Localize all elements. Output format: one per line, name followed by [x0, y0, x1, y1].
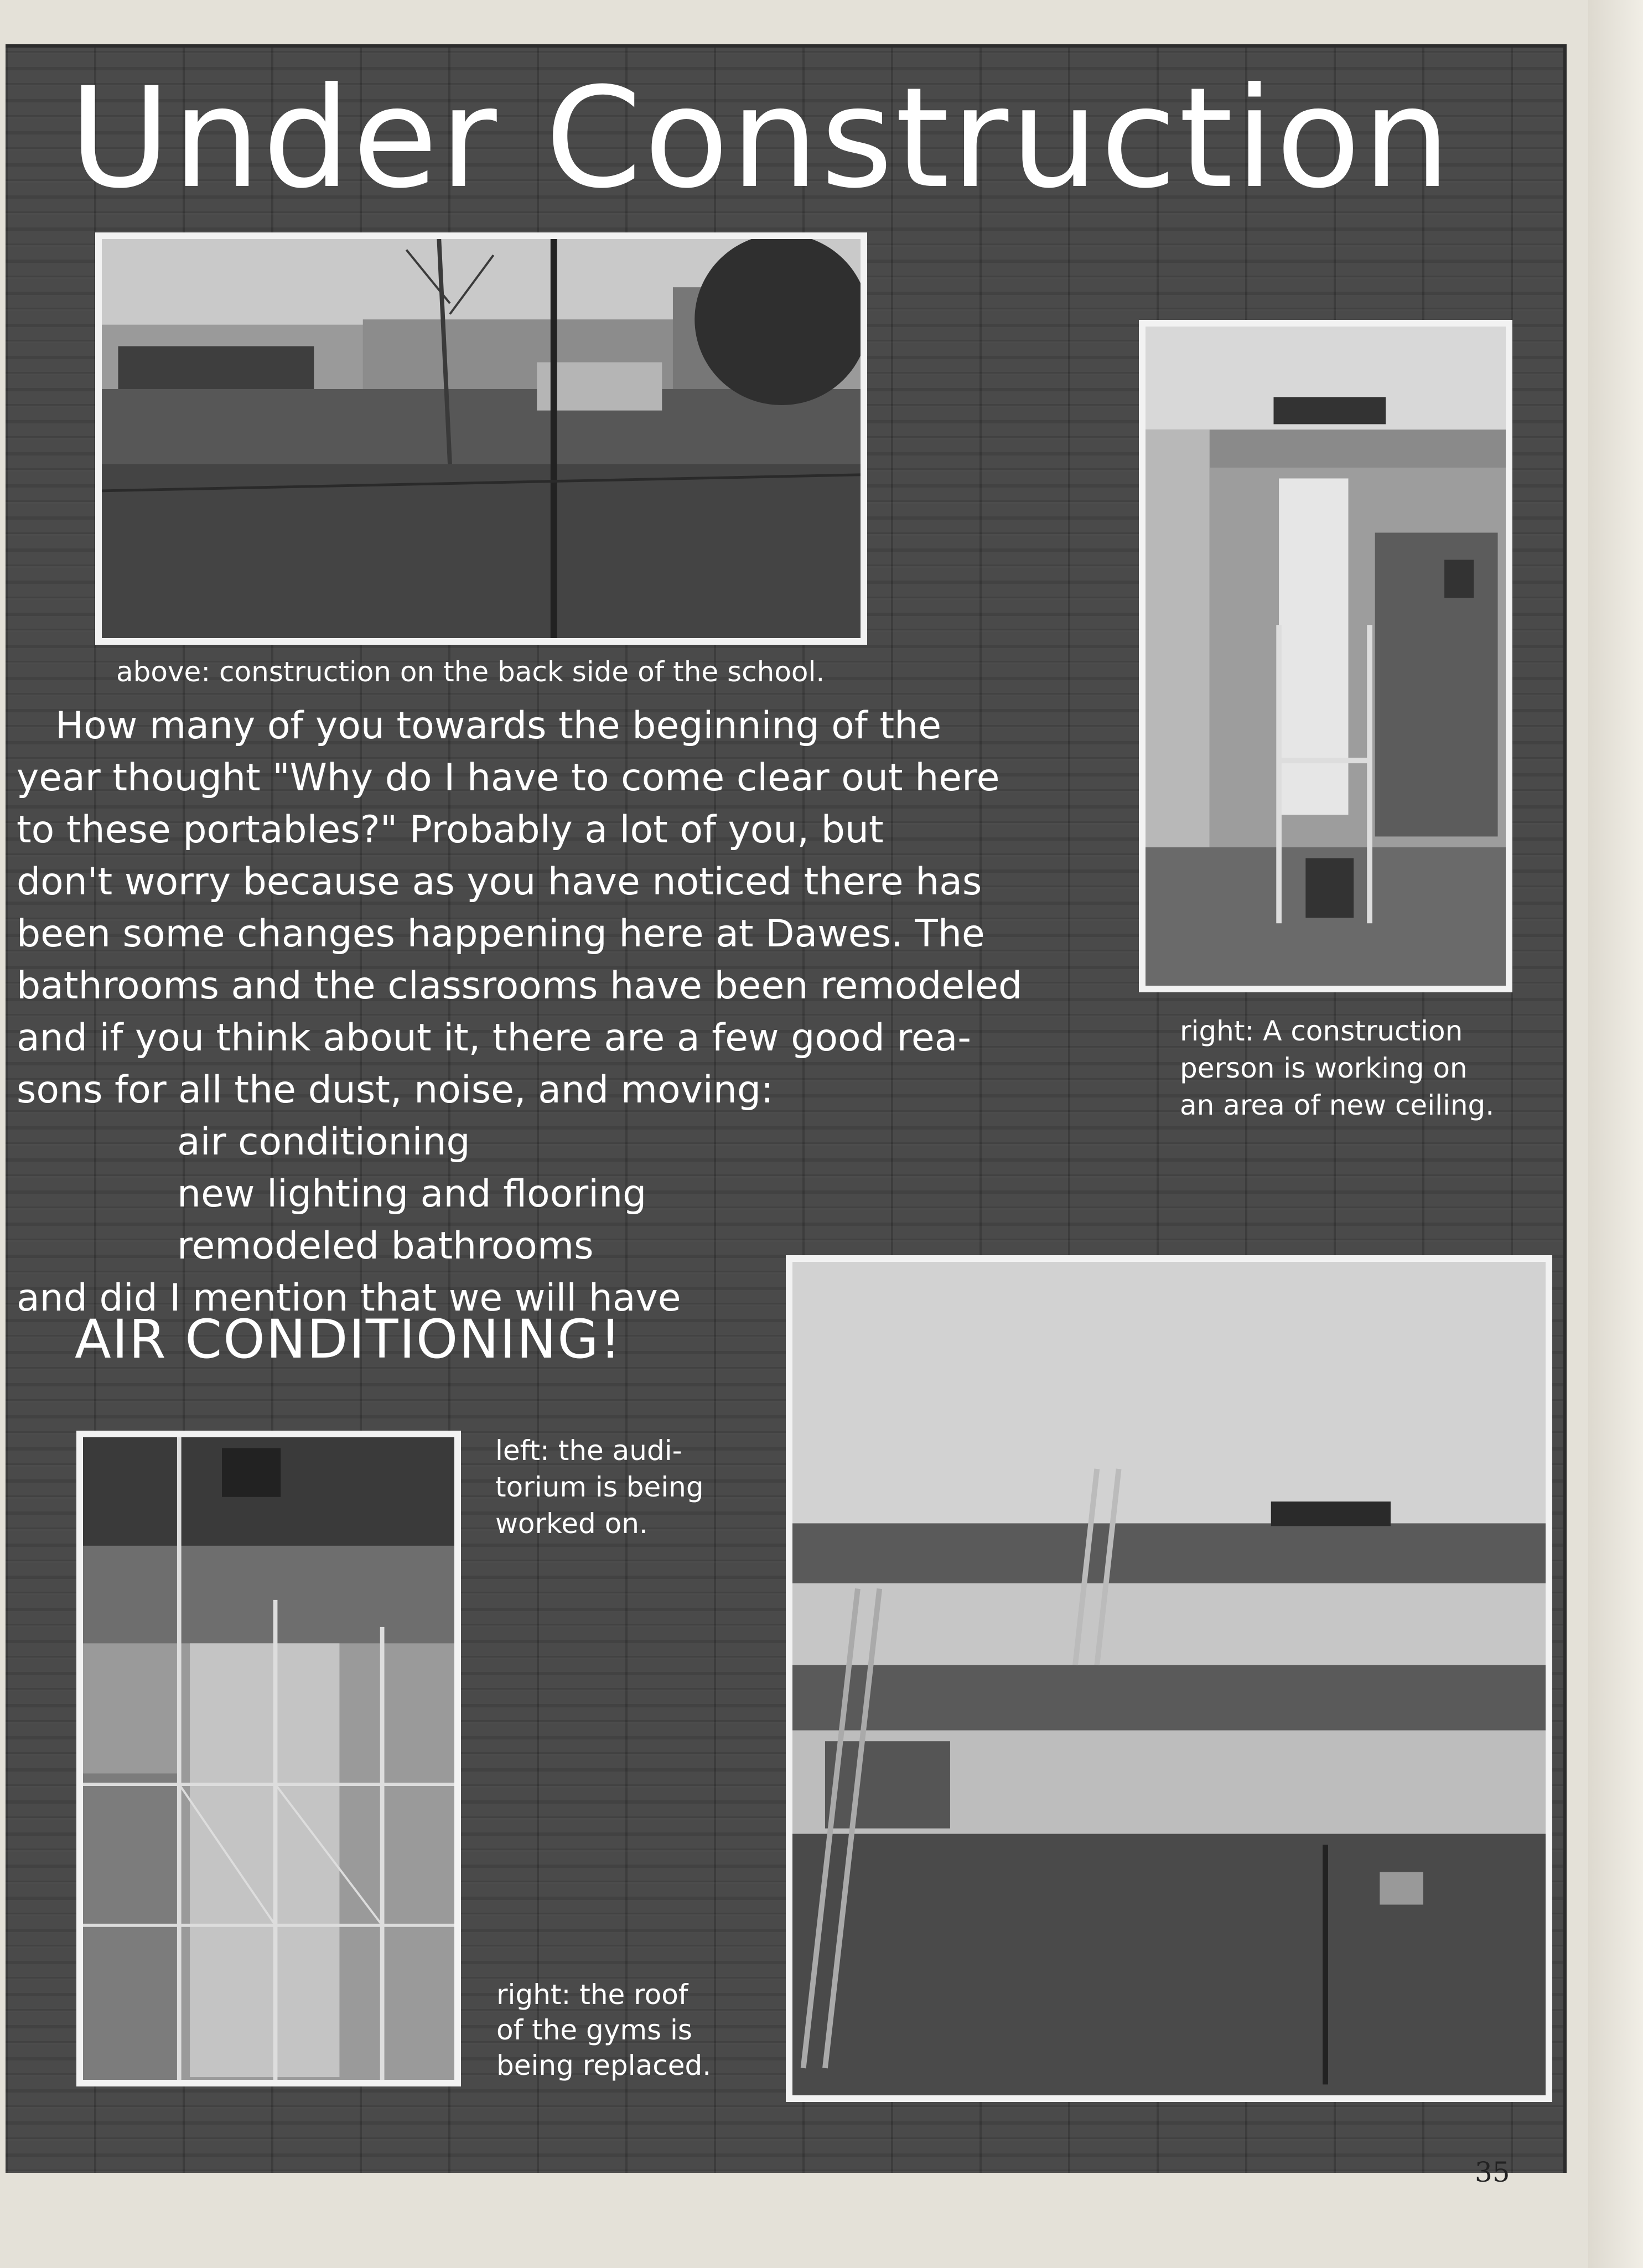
- body-line: bathrooms and the classrooms have been remodeled: [17, 964, 1023, 1008]
- page-number: 35: [1475, 2156, 1510, 2188]
- bottom-right-caption-line: of the gyms is: [496, 2014, 692, 2046]
- bottom-left-photo-caption: [495, 1432, 704, 1542]
- top-right-caption-line: person is working on: [1180, 1052, 1468, 1084]
- gym-roof-ladders-photo: [786, 1255, 1552, 2102]
- list-item: remodeled bathrooms: [177, 1224, 594, 1268]
- bottom-right-photo-caption: [496, 1977, 711, 2083]
- article-body: [17, 700, 1146, 1324]
- bottom-left-caption-line: left: the audi-: [495, 1435, 682, 1467]
- body-line: been some changes happening here at Dawes. The: [17, 912, 985, 956]
- body-line: don't worry because as you have noticed there has: [17, 860, 982, 904]
- bottom-right-caption-line: right: the roof: [496, 1979, 688, 2011]
- top-right-caption-line: an area of new ceiling.: [1180, 1089, 1495, 1121]
- auditorium-scaffolding-photo: [76, 1431, 461, 2086]
- body-closing-line: and did I mention that we will have: [17, 1276, 681, 1320]
- bottom-left-caption-line: worked on.: [495, 1508, 648, 1540]
- list-item: air conditioning: [177, 1120, 470, 1164]
- top-right-caption-line: right: A construction: [1180, 1015, 1463, 1047]
- page-title: Under Construction: [69, 58, 1453, 219]
- page-gutter: [1588, 0, 1643, 2268]
- body-line: How many of you towards the beginning of the: [55, 704, 942, 748]
- top-right-photo-caption: [1180, 1013, 1494, 1124]
- list-item: new lighting and flooring: [177, 1172, 647, 1216]
- ceiling-worker-photo: [1139, 320, 1512, 992]
- top-left-photo-caption: above: construction on the back side of the school.: [116, 656, 825, 688]
- emphasis-text: AIR CONDITIONING!: [75, 1308, 623, 1370]
- body-line: sons for all the dust, noise, and moving:: [17, 1068, 774, 1112]
- body-line: year thought "Why do I have to come clear out here: [17, 756, 1000, 800]
- bottom-right-caption-line: being replaced.: [496, 2049, 712, 2081]
- body-line: and if you think about it, there are a few good rea-: [17, 1016, 971, 1060]
- body-line: to these portables?" Probably a lot of you, but: [17, 808, 884, 852]
- bottom-left-caption-line: torium is being: [495, 1471, 704, 1503]
- construction-school-back-photo: [95, 232, 867, 645]
